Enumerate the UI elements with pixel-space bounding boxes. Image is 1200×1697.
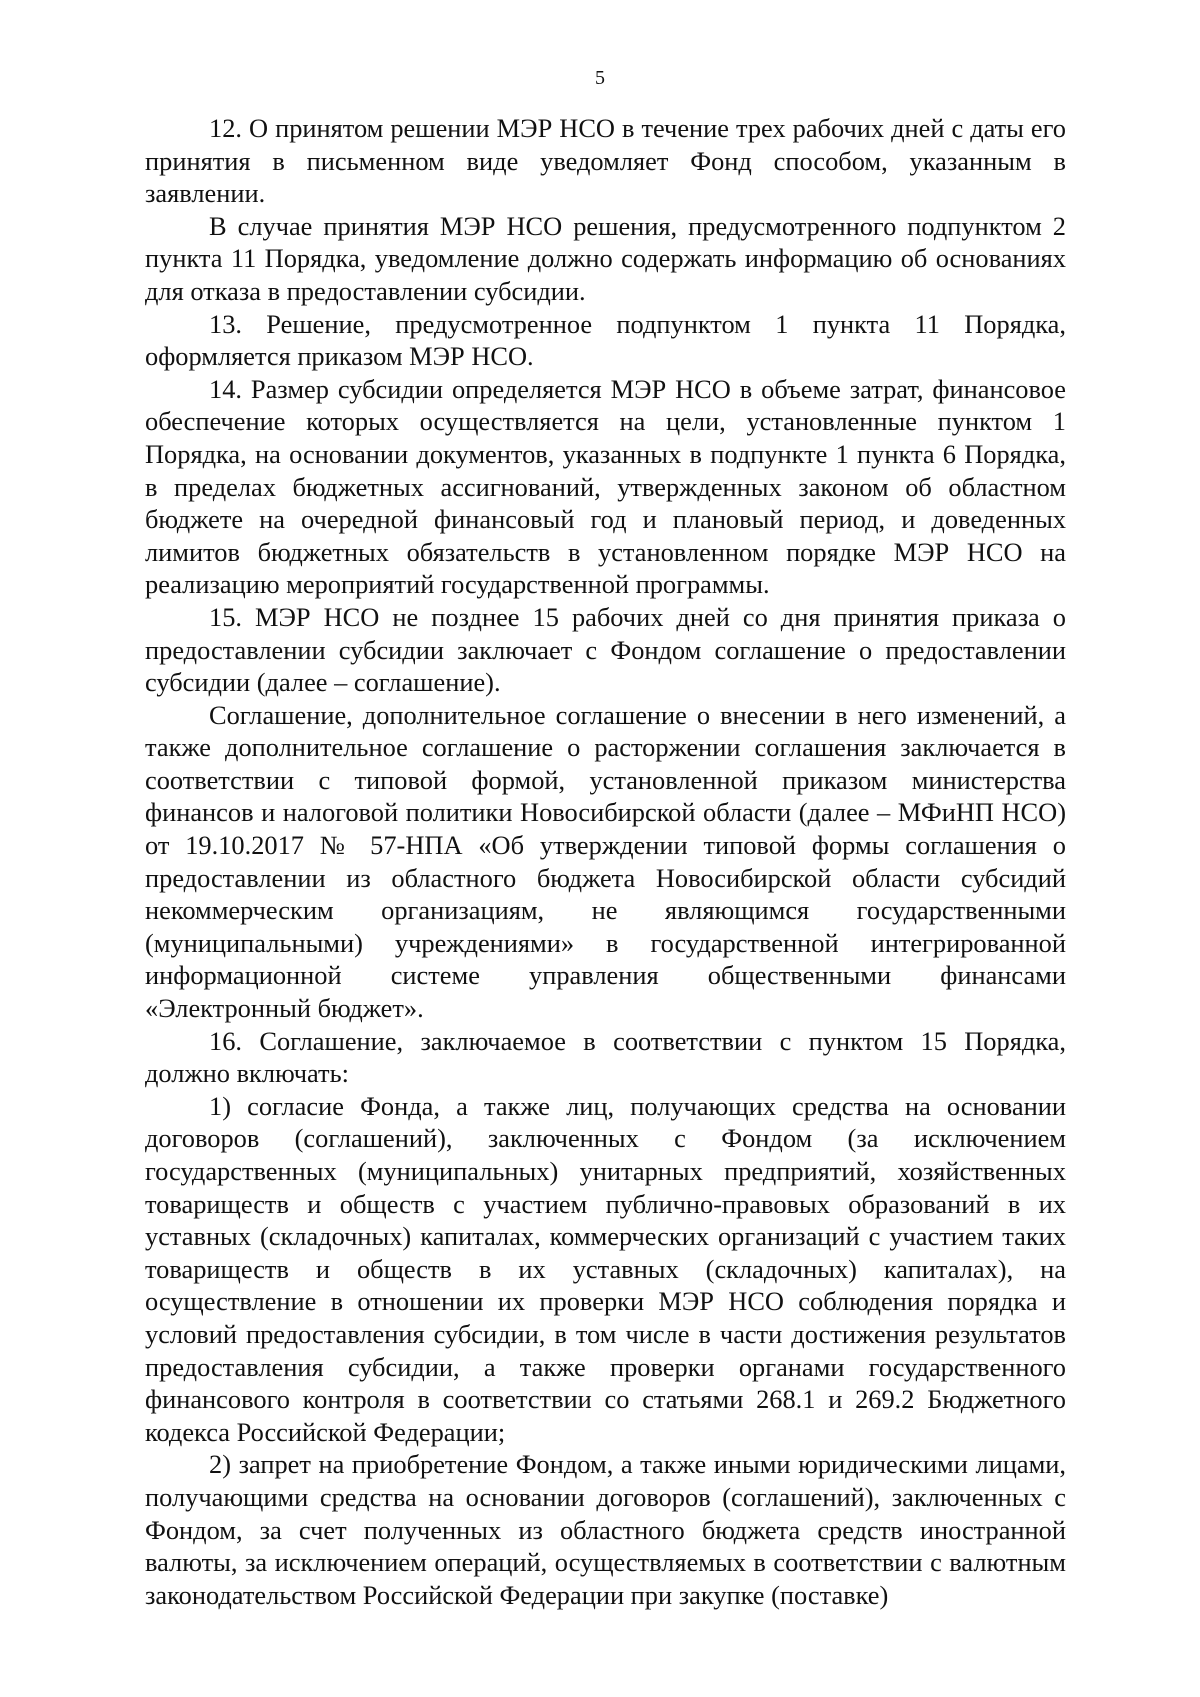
paragraph-16-item-2: 2) запрет на приобретение Фондом, а также иными юридическими лицами, получающими средства на основании договоров (соглашений), заключенных с Фондом, за счет полученных из областного бюджета средств иностранной валюты, за исключением операций, осуществляемых в соответствии с валютным законодательством Российской Федерации при закупке (поставке) [145, 1449, 1066, 1610]
document-body [145, 112, 1066, 1611]
paragraph-14: 14. Размер субсидии определяется МЭР НСО в объеме затрат, финансовое обеспечение которых осуществляется на цели, установленные пунктом 1 Порядка, на основании документов, указанных в подпункте 1 пункта 6 Порядка, в пределах бюджетных ассигнований, утвержденных законом об областном бюджете на очередной финансовый год и плановый период, и доведенных лимитов бюджетных обязательств в установленном порядке МЭР НСО на реализацию мероприятий государственной программы. [145, 373, 1066, 600]
page-number: 5 [595, 67, 605, 89]
paragraph-12: 12. О принятом решении МЭР НСО в течение трех рабочих дней с даты его принятия в письменном виде уведомляет Фонд способом, указанным в заявлении. [145, 113, 1066, 209]
paragraph-15: 15. МЭР НСО не позднее 15 рабочих дней со дня принятия приказа о предоставлении субсидии заключает с Фондом соглашение о предоставлении субсидии (далее – соглашение). [145, 601, 1066, 698]
paragraph-12-refusal: В случае принятия МЭР НСО решения, предусмотренного подпунктом 2 пункта 11 Порядка, уведомление должно содержать информацию об основаниях для отказа в предоставлении субсидии. [145, 210, 1066, 306]
paragraph-16-item-1: 1) согласие Фонда, а также лиц, получающих средства на основании договоров (соглашений), заключенных с Фондом (за исключением государственных (муниципальных) унитарных предприятий, хозяйственных товариществ и обществ с участием публично-правовых образований в их уставных (складочных) капиталах, коммерческих организаций с участием таких товариществ и обществ в их уставных (складочных) капиталах), на осуществление в отношении их проверки МЭР НСО соблюдения порядка и условий предоставления субсидии, в том числе в части достижения результатов предоставления субсидии, а также проверки органами государственного финансового контроля в соответствии со статьями 268.1 и 269.2 Бюджетного кодекса Российской Федерации; [145, 1090, 1066, 1447]
paragraph-16: 16. Соглашение, заключаемое в соответствии с пунктом 15 Порядка, должно включать: [145, 1025, 1066, 1089]
paragraph-13: 13. Решение, предусмотренное подпунктом 1 пункта 11 Порядка, оформляется приказом МЭР НСО. [145, 308, 1066, 372]
paragraph-15-agreement-form: Соглашение, дополнительное соглашение о внесении в него изменений, а также дополнительное соглашение о расторжении соглашения заключается в соответствии с типовой формой, установленной приказом министерства финансов и налоговой политики Новосибирской области (далее – МФиНП НСО) от 19.10.2017 № 57-НПА «Об утверждении типовой формы соглашения о предоставлении из областного бюджета Новосибирской области субсидий некоммерческим организациям, не являющимся государственными (муниципальными) учреждениями» в государственной интегрированной информационной системе управления общественными финансами «Электронный бюджет». [145, 699, 1066, 1024]
